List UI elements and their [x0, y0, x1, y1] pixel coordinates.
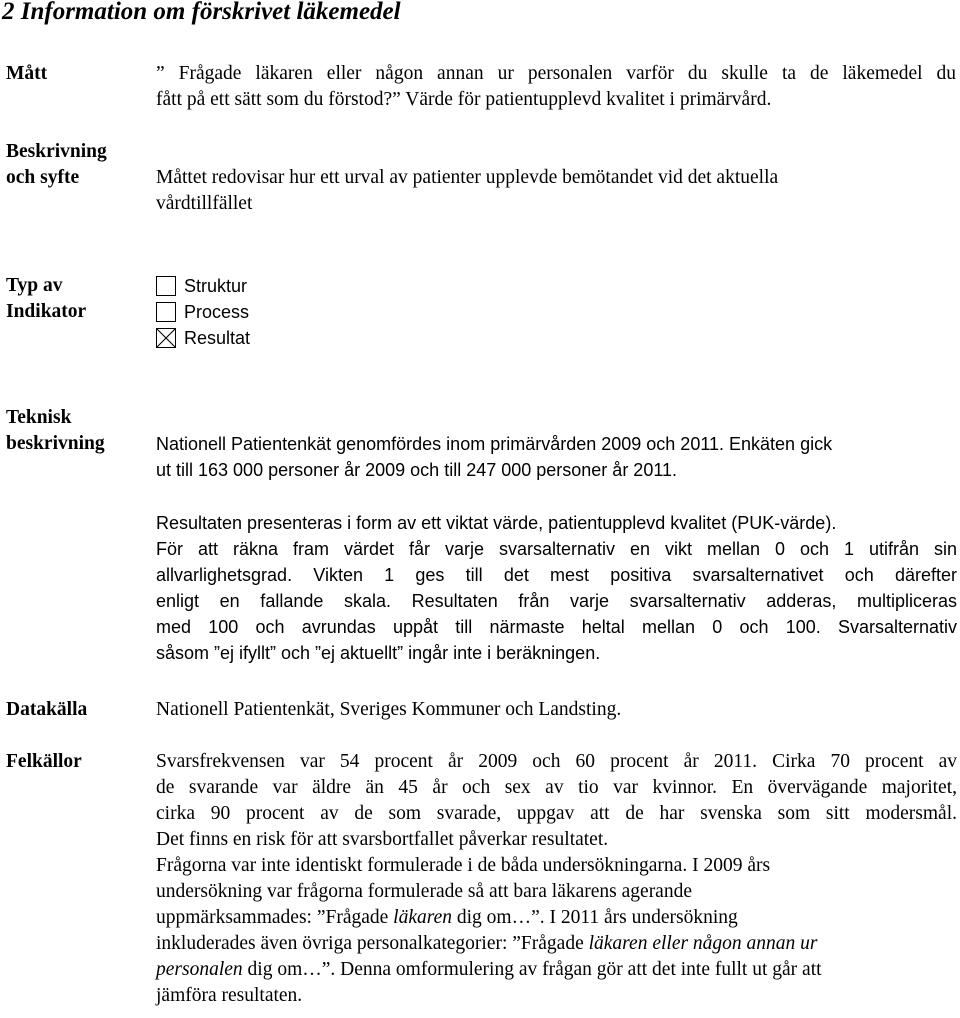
- teknisk-p2-line-5: med 100 och avrundas uppåt till närmaste heltal mellan 0 och 100. Svarsalternativ: [156, 617, 957, 637]
- felkallor-p2-line-3-a: uppmärksammades: ”Frågade: [156, 907, 394, 928]
- teknisk-p1-line-1: Nationell Patientenkät genomfördes inom primärvården 2009 och 2011. Enkäten gick: [156, 434, 833, 454]
- teknisk-p2-line-4: enligt en fallande skala. Resultaten från varje svarsalternativ adderas, multipliceras: [156, 591, 957, 611]
- struktur-label: Struktur: [184, 275, 248, 296]
- felkallor-paragraph-1: [156, 749, 957, 853]
- felkallor-p1-line-2: de svarande var äldre än 45 år och sex av tio var kvinnor. En övervägande majoritet,: [156, 777, 957, 798]
- resultat-label: Resultat: [184, 327, 251, 348]
- felkallor-p1-line-3: cirka 90 procent av de som svarade, uppgav att de har svenska som sitt modersmål.: [156, 803, 957, 824]
- teknisk-p2-line-2: För att räkna fram värdet får varje svarsalternativ en vikt mellan 0 och 1 utifrån sin: [156, 539, 957, 559]
- teknisk-p2-line-6: såsom ”ej ifyllt” och ”ej aktuellt” ingår inte i beräkningen.: [156, 643, 601, 663]
- datakalla-text: Nationell Patientenkät, Sveriges Kommuner och Landsting.: [156, 699, 622, 720]
- typ-label-line-2: Indikator: [6, 301, 87, 322]
- felkallor-p1-line-1: Svarsfrekvensen var 54 procent år 2009 och 60 procent år 2011. Cirka 70 procent av: [156, 751, 957, 772]
- resultat-checkbox[interactable]: [156, 328, 176, 348]
- beskrivning-line-2: vårdtillfället: [156, 193, 253, 214]
- typ-label: [6, 273, 86, 325]
- process-label: Process: [184, 301, 250, 322]
- beskrivning-label-line-2: och syfte: [6, 167, 80, 188]
- teknisk-label-line-2: beskrivning: [6, 433, 105, 454]
- felkallor-p2-line-5-b: dig om…”. Denna omformulering av frågan gör att det inte fullt ut går att: [242, 959, 822, 980]
- felkallor-label: Felkällor: [6, 751, 82, 772]
- felkallor-p2-line-4-a: inkluderades även övriga personalkategorier: ”Frågade: [156, 933, 589, 954]
- felkallor-p2-line-3-italic: läkaren: [393, 907, 453, 928]
- teknisk-label-line-1: Teknisk: [6, 407, 72, 428]
- felkallor-p2-line-4: [156, 931, 956, 957]
- matt-text: [156, 61, 956, 113]
- felkallor-paragraph-2: [156, 853, 956, 1009]
- matt-line-2: fått på ett sätt som du förstod?” Värde för patientupplevd kvalitet i primärvård.: [156, 89, 772, 110]
- beskrivning-label: [6, 139, 107, 191]
- beskrivning-label-line-1: Beskrivning: [6, 141, 107, 162]
- felkallor-p2-line-1: Frågorna var inte identiskt formulerade i de båda undersökningarna. I 2009 års: [156, 855, 771, 876]
- felkallor-p2-line-2: undersökning var frågorna formulerade så att bara läkarens agerande: [156, 881, 692, 902]
- felkallor-p2-line-4-italic: läkaren eller någon annan ur: [588, 933, 818, 954]
- felkallor-p2-line-5: [156, 957, 956, 983]
- beskrivning-line-1: Måttet redovisar hur ett urval av patienter upplevde bemötandet vid det aktuella: [156, 167, 779, 188]
- checkbox-x-icon: [157, 329, 175, 347]
- felkallor-p2-line-3-c: dig om…”. I 2011 års undersökning: [452, 907, 738, 928]
- matt-line-1: ” Frågade läkaren eller någon annan ur personalen varför du skulle ta de läkemedel du: [156, 63, 956, 84]
- page-title: 2 Information om förskrivet läkemedel: [2, 0, 401, 25]
- matt-label: Mått: [6, 63, 48, 84]
- felkallor-p2-line-6: jämföra resultaten.: [156, 985, 303, 1006]
- option-struktur[interactable]: [156, 273, 247, 299]
- teknisk-paragraph-2: [156, 510, 957, 666]
- teknisk-paragraph-1: [156, 431, 956, 483]
- option-process[interactable]: [156, 299, 249, 325]
- datakalla-label: Datakälla: [6, 699, 88, 720]
- beskrivning-text: [156, 165, 956, 217]
- felkallor-p1-line-4: Det finns en risk för att svarsbortfallet påverkar resultatet.: [156, 829, 609, 850]
- teknisk-p1-line-2: ut till 163 000 personer år 2009 och till 247 000 personer år 2011.: [156, 460, 678, 480]
- process-checkbox[interactable]: [156, 302, 176, 322]
- teknisk-label: [6, 405, 105, 457]
- option-resultat[interactable]: [156, 325, 250, 351]
- teknisk-p2-line-3: allvarlighetsgrad. Vikten 1 ges till det mest positiva svarsalternativet och därefter: [156, 565, 957, 585]
- typ-label-line-1: Typ av: [6, 275, 63, 296]
- struktur-checkbox[interactable]: [156, 276, 176, 296]
- felkallor-p2-line-3: [156, 905, 956, 931]
- teknisk-p2-line-1: Resultaten presenteras i form av ett viktat värde, patientupplevd kvalitet (PUK-värde).: [156, 513, 837, 533]
- felkallor-p2-line-5-italic: personalen: [156, 959, 243, 980]
